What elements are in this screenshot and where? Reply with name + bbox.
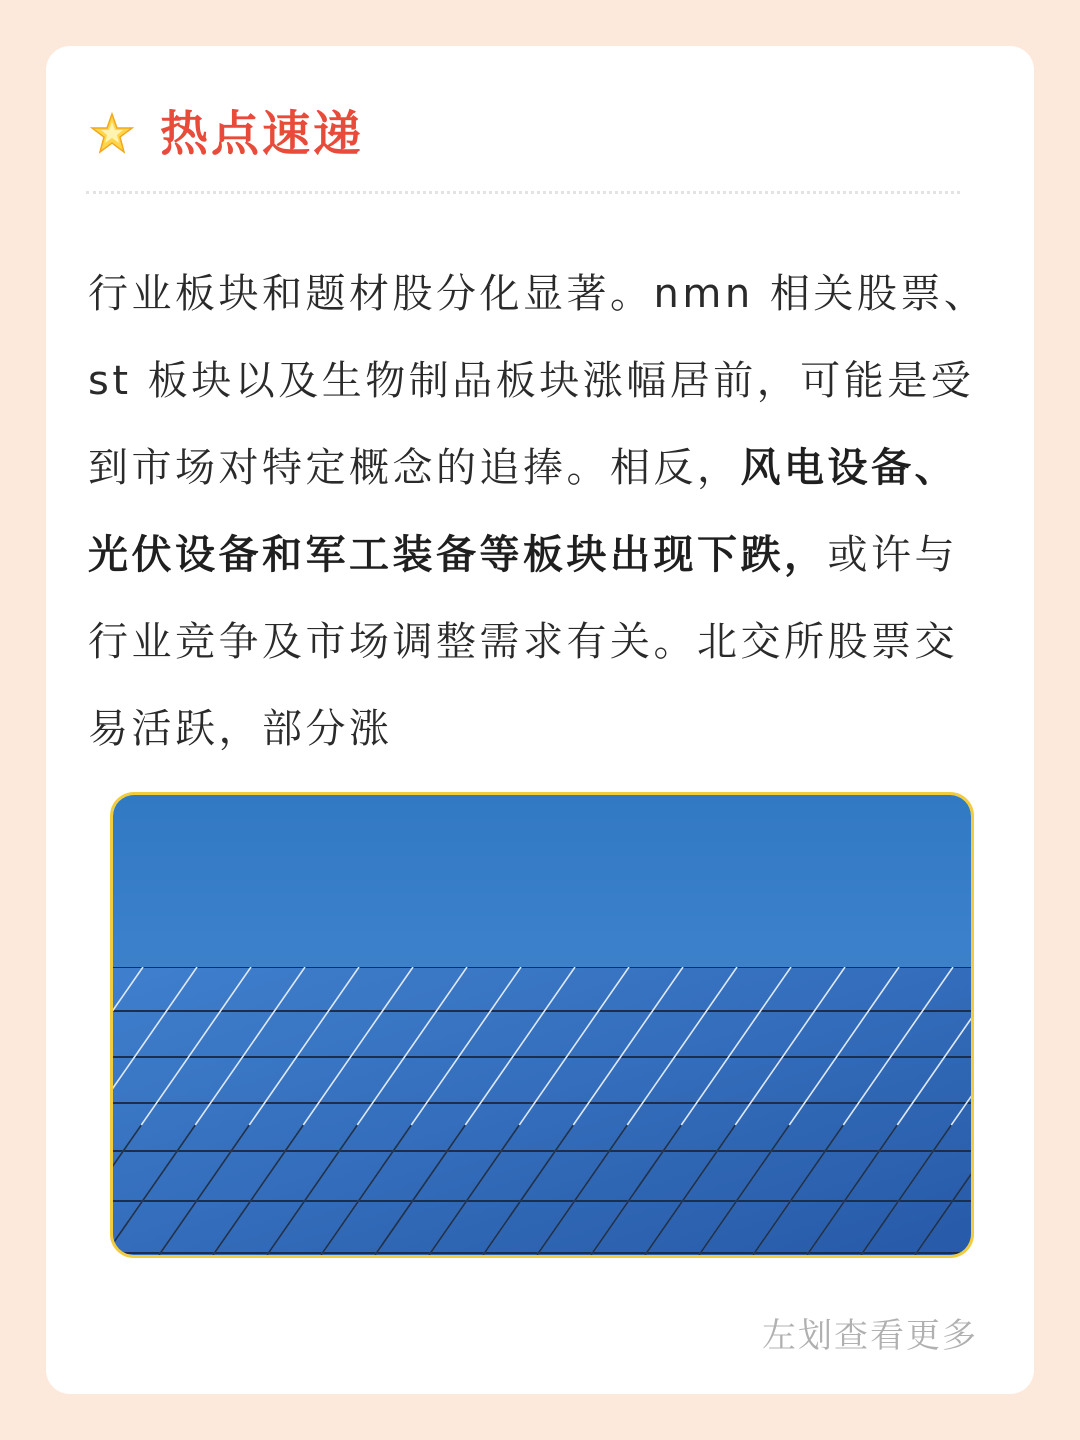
section-title: 热点速递 — [160, 106, 365, 162]
paragraph-text-1: 行业板块和题材股分化显著。nmn 相关股票、st 板块以及生物制品板块涨幅居前，可能是受到市场对特定概念的追捧。相反， — [88, 271, 988, 491]
star-icon — [90, 112, 134, 156]
paragraph-text-2: 或许与行业竞争及市场调整需求有关。北交所股票交易活跃，部分涨 — [88, 532, 958, 752]
solar-panel-photo — [110, 792, 974, 1258]
swipe-hint: 左划查看更多 — [762, 1316, 978, 1356]
divider — [86, 191, 960, 194]
article-paragraph — [88, 251, 1000, 773]
paragraph-text-bold: 风电设备、光伏设备和军工装备等板块出现下跌， — [88, 445, 958, 578]
content-card — [46, 46, 1034, 1394]
section-header — [90, 104, 364, 164]
